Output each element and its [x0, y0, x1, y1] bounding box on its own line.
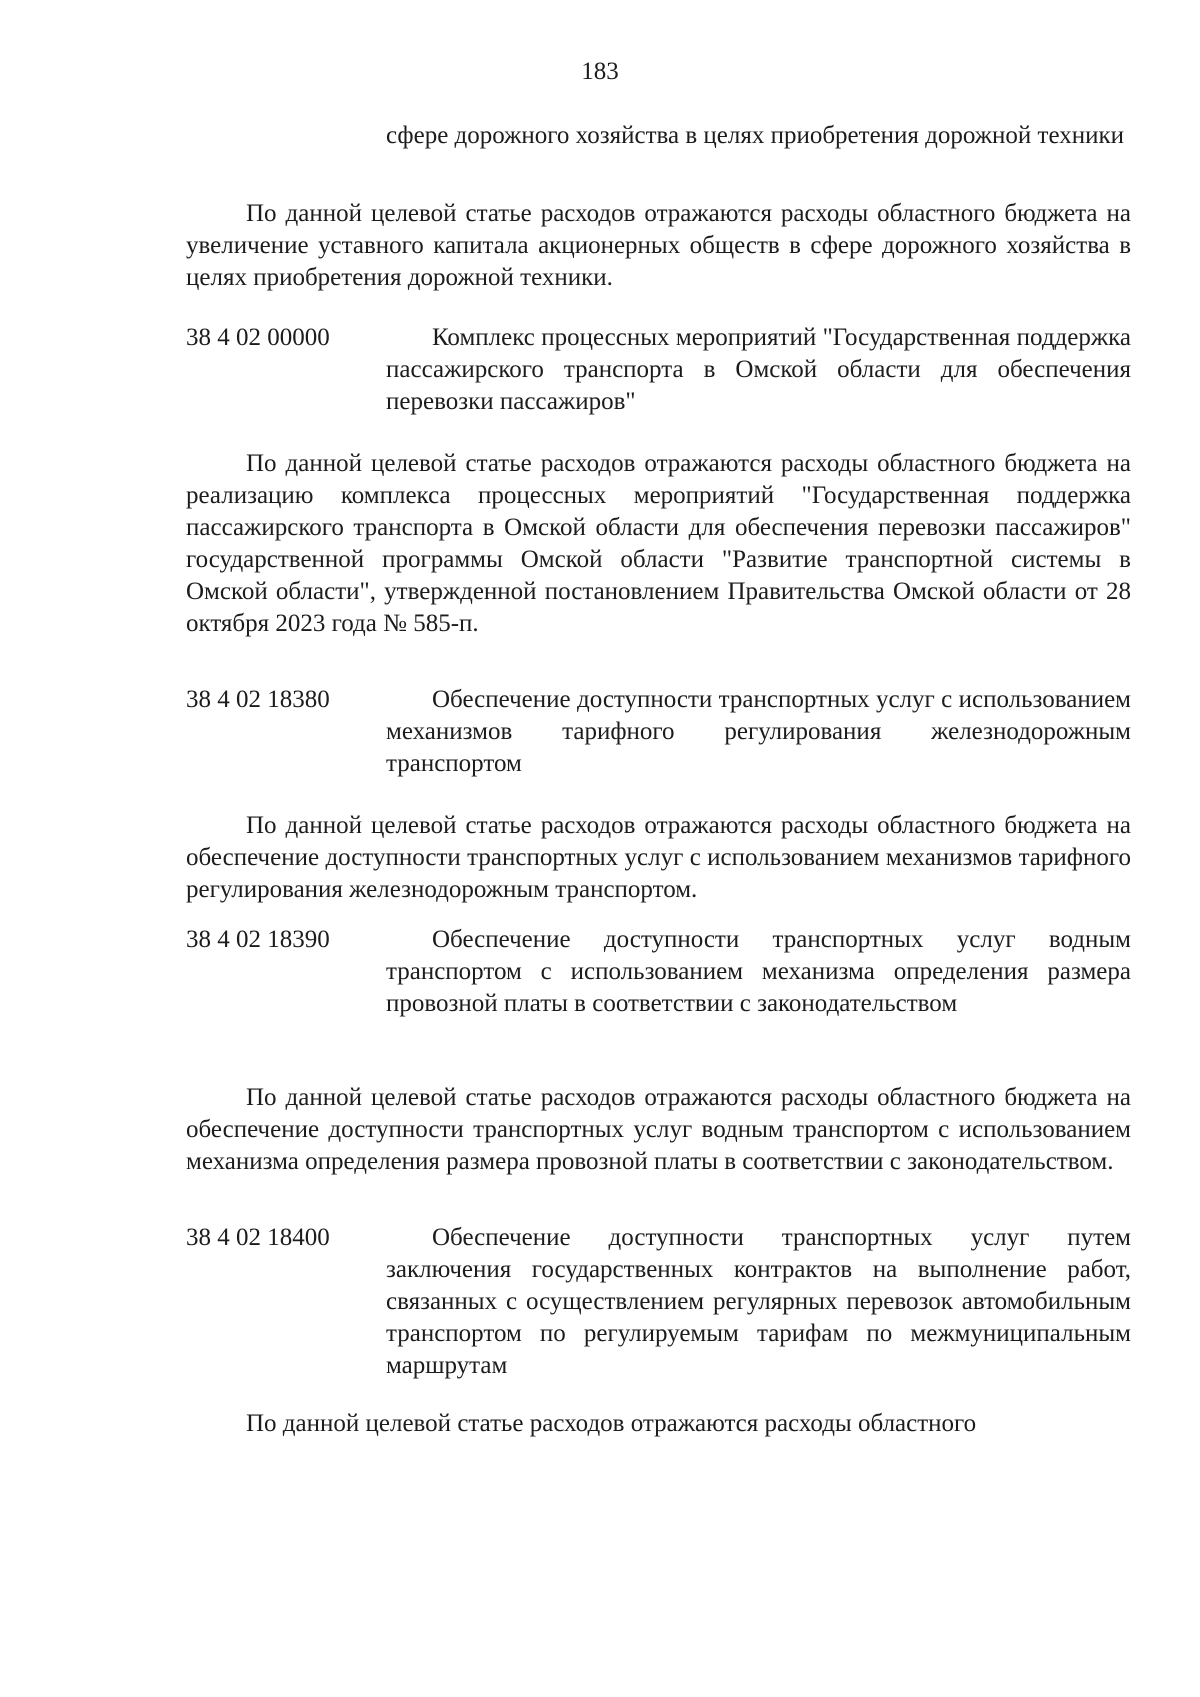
- body-paragraph: По данной целевой статье расходов отражаются расходы областного бюджета на обеспечение доступности транспортных услуг водным транспортом с использованием механизма определения размера провозной платы в соответствии с законодательством.: [186, 1084, 1131, 1175]
- body-paragraph: По данной целевой статье расходов отражаются расходы областного бюджета на обеспечение доступности транспортных услуг с использованием механизмов тарифного регулирования железнодорожным транспортом.: [186, 812, 1131, 903]
- body-paragraph: По данной целевой статье расходов отражаются расходы областного бюджета на реализацию комплекса процессных мероприятий "Государственная поддержка пассажирского транспорта в Омской области для обеспечения перевозки пассажиров" государственной программы Омской области "Развитие транспортной системы в Омской области", утвержденной постановлением Правительства Омской области от 28 октября 2023 года № 585-п.: [186, 450, 1131, 637]
- budget-code: 38 4 02 18400: [186, 1224, 330, 1251]
- budget-code: 38 4 02 18390: [186, 926, 330, 953]
- budget-entry-title: Обеспечение доступности транспортных услуг водным транспортом с использованием механизма определения размера провозной платы в соответствии с законодательством: [386, 926, 1131, 1017]
- budget-entry-title: Обеспечение доступности транспортных услуг путем заключения государственных контрактов на выполнение работ, связанных с осуществлением регулярных перевозок автомобильным транспортом по регулируемым тарифам по межмуниципальным маршрутам: [386, 1224, 1131, 1379]
- page-number: 183: [581, 58, 619, 85]
- continued-heading-text: сфере дорожного хозяйства в целях приобретения дорожной техники: [386, 122, 1125, 149]
- budget-code: 38 4 02 18380: [186, 686, 330, 713]
- body-paragraph: По данной целевой статье расходов отражаются расходы областного: [246, 1410, 977, 1437]
- budget-entry-title: Комплекс процессных мероприятий "Государственная поддержка пассажирского транспорта в Омской области для обеспечения перевозки пассажиров": [386, 324, 1131, 415]
- budget-code: 38 4 02 00000: [186, 324, 330, 351]
- body-paragraph: По данной целевой статье расходов отражаются расходы областного бюджета на увеличение уставного капитала акционерных обществ в сфере дорожного хозяйства в целях приобретения дорожной техники.: [186, 200, 1131, 291]
- budget-entry-title: Обеспечение доступности транспортных услуг с использованием механизмов тарифного регулирования железнодорожным транспортом: [386, 686, 1131, 777]
